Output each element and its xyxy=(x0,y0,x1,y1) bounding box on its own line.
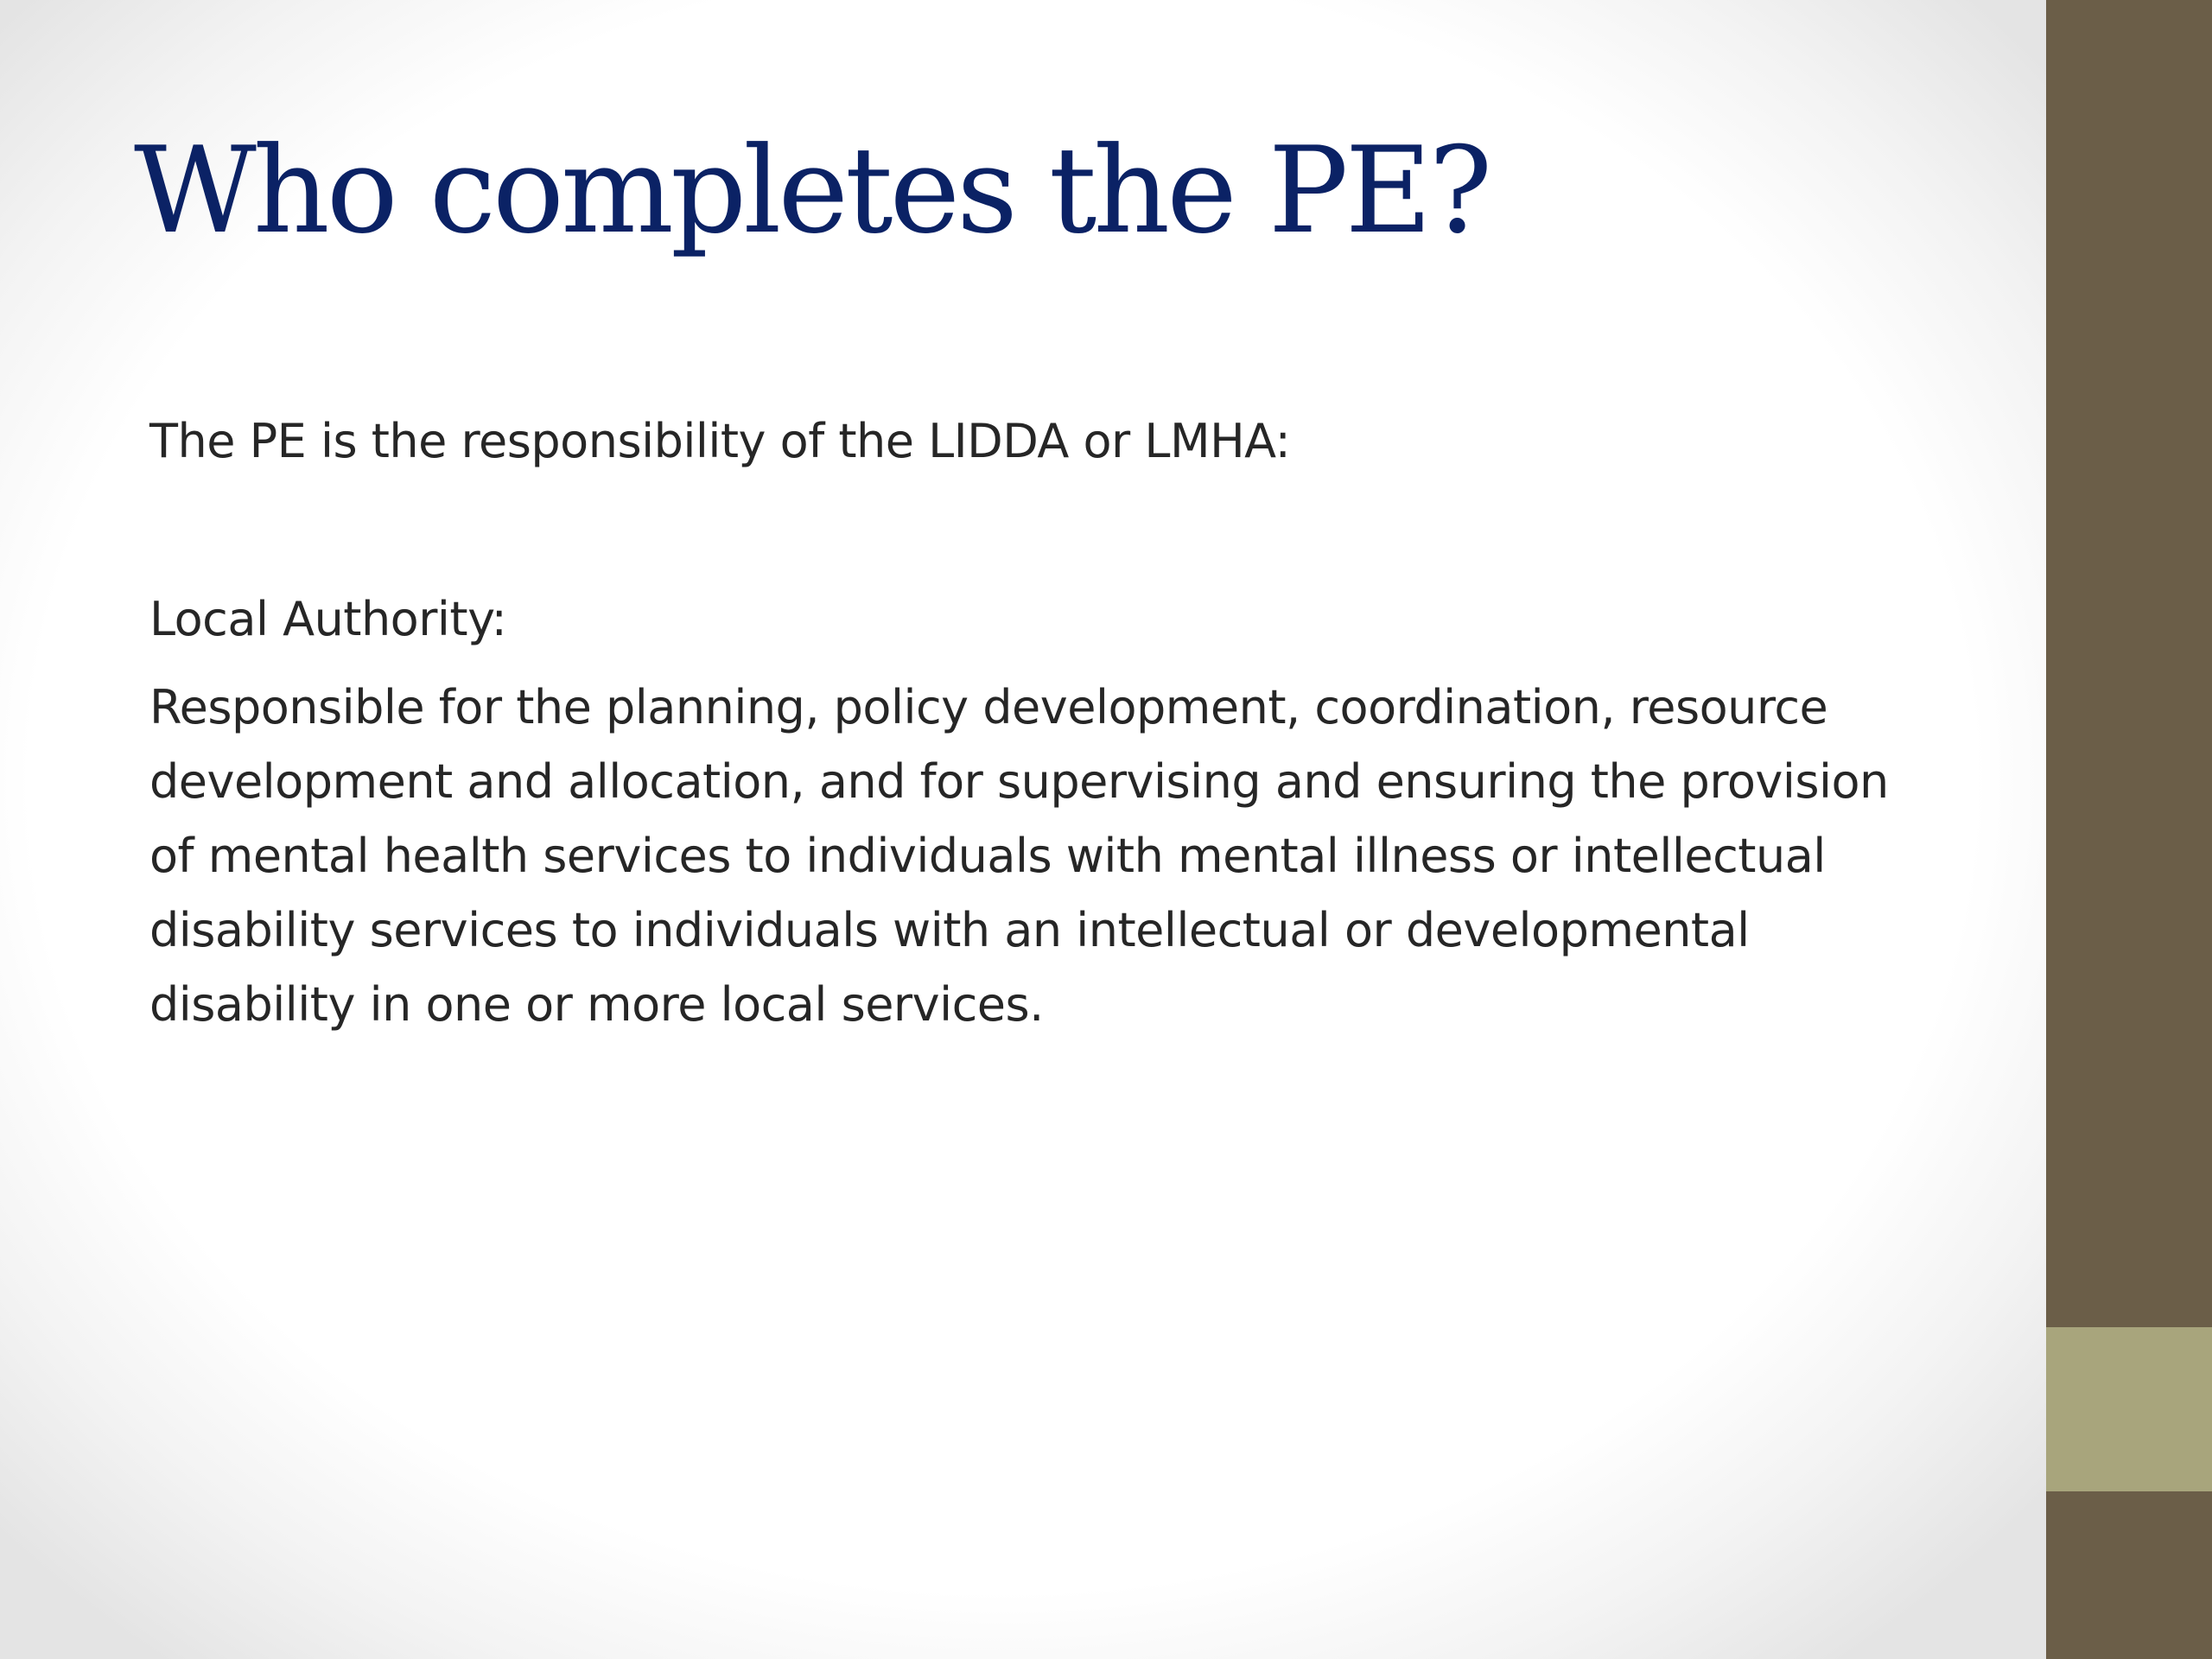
section-body: Responsible for the planning, policy development, coordination, resource development and allocation, and for supervising and ensuring the provision of mental health services to individuals with mental illness or intellectual disability services to individuals with an intellectual or developmental disability in one or more local services. xyxy=(149,680,1889,1032)
slide-title: Who completes the PE? xyxy=(134,121,1490,260)
section-heading: Local Authority: xyxy=(149,592,507,646)
intro-text: The PE is the responsibility of the LIDDA or LMHA: xyxy=(149,414,1291,468)
side-decoration-accent xyxy=(2046,1327,2212,1491)
